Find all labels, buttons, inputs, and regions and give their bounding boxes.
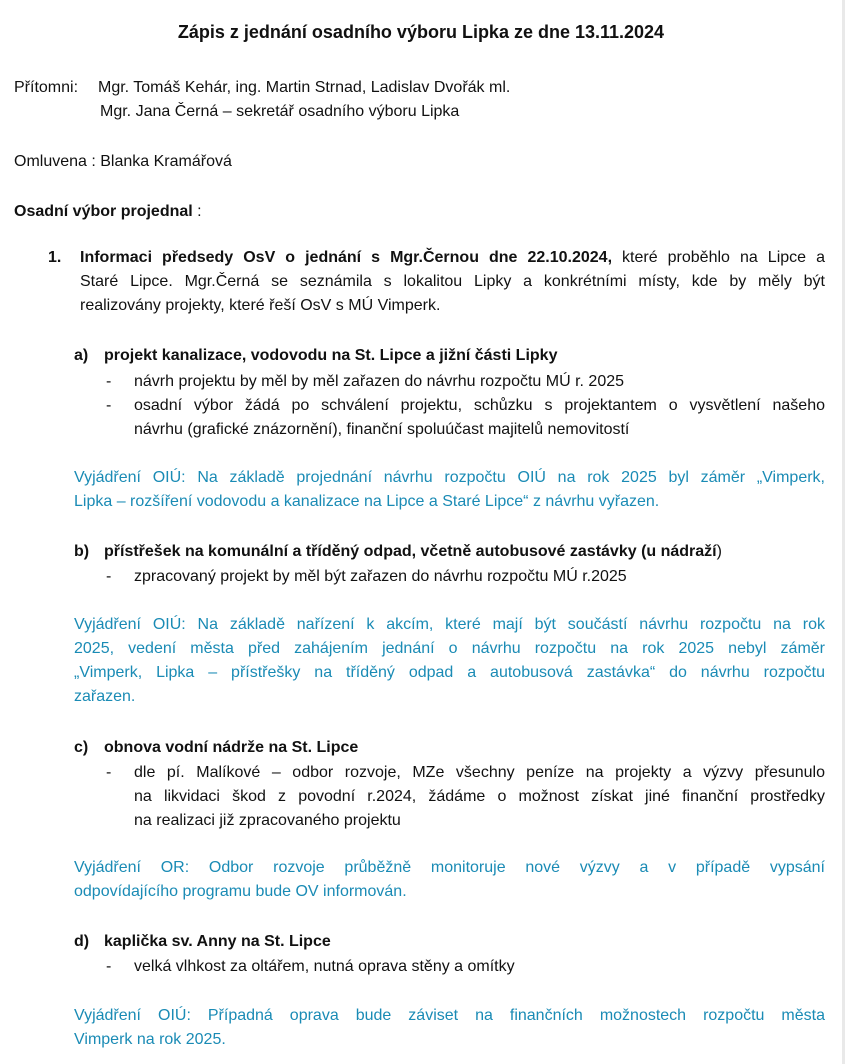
sub-a-statement-line-2: Lipka – rozšíření vodovodu a kanalizace na Lipce a Staré Lipce“ z návrhu vyřazen. [74, 493, 660, 510]
excused-line: Omluvena : Blanka Kramářová [14, 153, 232, 170]
sub-a-heading: projekt kanalizace, vodovodu na St. Lipce a jižní části Lipky [104, 347, 558, 364]
sub-c-bullet-1-line-2: na likvidaci škod z povodní r.2024, žádáme o možnost získat jiné finanční prostředky [134, 788, 825, 805]
bullet-mark: - [106, 397, 112, 414]
sub-d-statement-line-2: Vimperk na rok 2025. [74, 1031, 226, 1048]
item-1-bold: Informaci předsedy OsV o jednání s Mgr.Černou dne 22.10.2024, [80, 249, 613, 266]
sub-b-statement-line-3: „Vimperk, Lipka – přístřešky na tříděný odpad a autobusová zastávka“ do návrhu rozpočtu [74, 664, 825, 681]
discussed-heading [14, 202, 202, 222]
sub-c-statement-line-1: Vyjádření OR: Odbor rozvoje průběžně monitoruje nové výzvy a v případě vypsání [74, 859, 825, 876]
sub-c-statement-line-2: odpovídajícího programu bude OV informován. [74, 883, 407, 900]
bullet-mark: - [106, 958, 112, 975]
bullet-mark: - [106, 373, 112, 390]
item-1-line-3: realizovány projekty, které řeší OsV s MÚ Vimperk. [80, 297, 441, 314]
sub-d-bullet-1: velká vlhkost za oltářem, nutná oprava stěny a omítky [134, 958, 515, 975]
bullet-mark: - [106, 764, 112, 781]
sub-a-bullet-2-line-2: návrhu (grafické znázornění), finanční spoluúčast majitelů nemovitostí [134, 421, 630, 438]
sub-b-heading [104, 542, 722, 562]
sub-b-letter: b) [74, 543, 90, 560]
sub-d-statement-line-1: Vyjádření OIÚ: Případná oprava bude záviset na finančních možnostech rozpočtu města [74, 1007, 825, 1024]
sub-b-statement-line-2: 2025, vedení města před zahájením jednání o návrhu rozpočtu na rok 2025 nebyl záměr [74, 640, 825, 657]
sub-a-bullet-1: návrh projektu by měl by měl zařazen do návrhu rozpočtu MÚ r. 2025 [134, 373, 625, 390]
sub-a-letter: a) [74, 347, 89, 364]
sub-b-statement-line-1: Vyjádření OIÚ: Na základě nařízení k akcím, které mají být součástí návrhu rozpočtu na rok [74, 616, 825, 633]
present-line-2: Mgr. Jana Černá – sekretář osadního výboru Lipka [100, 103, 460, 120]
sub-c-bullet-1-line-3: na realizaci již zpracovaného projektu [134, 812, 401, 829]
sub-c-heading: obnova vodní nádrže na St. Lipce [104, 739, 359, 756]
discussed-bold: Osadní výbor projednal [14, 203, 193, 220]
item-1-line-1 [80, 248, 825, 268]
sub-a-bullet-2-line-1: osadní výbor žádá po schválení projektu, schůzku s projektantem o vysvětlení našeho [134, 397, 825, 414]
discussed-suffix: : [192, 203, 202, 220]
item-1-line-2: Staré Lipce. Mgr.Černá se seznámila s lokalitou Lipky a konkrétními místy, kde by měly být [80, 273, 825, 290]
sub-d-letter: d) [74, 933, 90, 950]
present-line-1: Mgr. Tomáš Kehár, ing. Martin Strnad, Ladislav Dvořák ml. [98, 79, 511, 96]
sub-a-statement-line-1: Vyjádření OIÚ: Na základě projednání návrhu rozpočtu OIÚ na rok 2025 byl záměr „Vimperk, [74, 469, 825, 486]
bullet-mark: - [106, 568, 112, 585]
item-1-number: 1. [48, 249, 62, 266]
sub-c-letter: c) [74, 739, 89, 756]
sub-d-heading: kaplička sv. Anny na St. Lipce [104, 933, 331, 950]
sub-c-bullet-1-line-1: dle pí. Malíkové – odbor rozvoje, MZe všechny peníze na projekty a výzvy přesunulo [134, 764, 825, 781]
sub-b-heading-bold: přístřešek na komunální a tříděný odpad, včetně autobusové zastávky (u nádraží [104, 543, 717, 560]
sub-b-heading-end: ) [716, 543, 722, 560]
item-1-rest: které proběhlo na Lipce a [612, 249, 825, 266]
document-title: Zápis z jednání osadního výboru Lipka ze dne 13.11.2024 [177, 22, 665, 42]
sub-b-bullet-1: zpracovaný projekt by měl být zařazen do návrhu rozpočtu MÚ r.2025 [134, 568, 627, 585]
sub-b-statement-line-4: zařazen. [74, 688, 136, 705]
present-label: Přítomni: [14, 79, 79, 96]
